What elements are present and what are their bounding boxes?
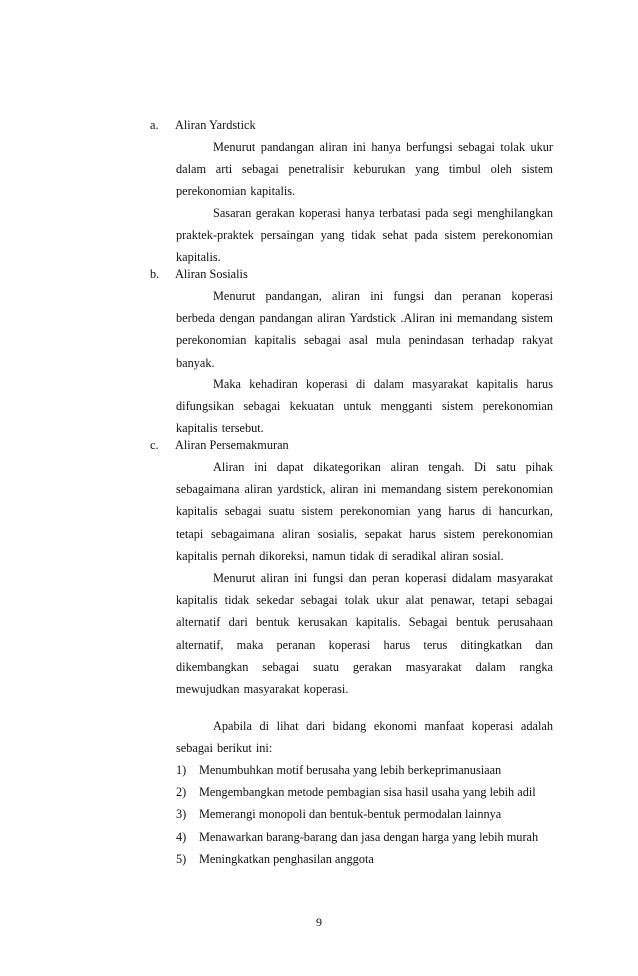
list-item: 4) Menawarkan barang-barang dan jasa dengan harga yang lebih murah [176,829,539,844]
paragraph: Menurut aliran ini fungsi dan peran koperasi didalam masyarakat kapitalis tidak sekedar sebagai tolak ukur alat penawar, tetapi sebagai alternatif dari bentuk kerusakan kapitalis. Sebagai bentuk perusahaan alternatif, maka peranan koperasi harus terus ditingkatkan dan dikembangkan sebagai suatu gerakan masyarakat dalam rangka mewujudkan masyarakat koperasi. [176,571,553,697]
list-item: 2) Mengembangkan metode pembagian sisa hasil usaha yang lebih adil [176,785,536,800]
paragraph: Maka kehadiran koperasi di dalam masyarakat kapitalis harus difungsikan sebagai kekuatan untuk mengganti sistem perekonomian kapitalis tersebut. [176,377,553,436]
section-title: Aliran Yardstick [175,118,256,132]
benefits-list [176,759,566,870]
section-letter: b. [150,267,160,281]
list-item: 5) Meningkatkan penghasilan anggota [176,851,374,866]
closing-paragraph: Apabila di lihat dari bidang ekonomi manfaat koperasi adalah sebagai berikut ini: [176,719,553,756]
paragraph: Menurut pandangan, aliran ini fungsi dan peranan koperasi berbeda dengan pandangan aliran Yardstick .Aliran ini memandang sistem perekonomian kapitalis sebagai asal mula penindasan terhadap rakyat banyak. [176,289,553,370]
section-letter: a. [150,118,159,132]
paragraph: Sasaran gerakan koperasi hanya terbatasi pada segi menghilangkan praktek-praktek persaingan yang tidak sehat pada sistem perekonomian kapitalis. [176,206,553,265]
list-item: 1) Menumbuhkan motif berusaha yang lebih berkeprimanusiaan [176,763,502,777]
section-title: Aliran Sosialis [175,267,248,281]
paragraph: Menurut pandangan aliran ini hanya berfungsi sebagai tolak ukur dalam arti sebagai penetralisir keburukan yang timbul oleh sistem perekonomian kapitalis. [176,140,553,199]
section-title: Aliran Persemakmuran [175,438,289,452]
page-number: 9 [316,915,322,929]
list-item: 3) Memerangi monopoli dan bentuk-bentuk permodalan lainnya [176,807,502,822]
paragraph: Aliran ini dapat dikategorikan aliran tengah. Di satu pihak sebagaimana aliran yardstick, aliran ini memandang sistem perekonomian kapitalis sebagai suatu sistem perekonomian yang harus di hancurkan, tetapi sebagaimana aliran sosialis, sepakat harus sistem perekonomian kapitalis pernah dikoreksi, namun tidak di seradikal aliran sosial. [176,460,553,563]
section-letter: c. [150,438,159,452]
